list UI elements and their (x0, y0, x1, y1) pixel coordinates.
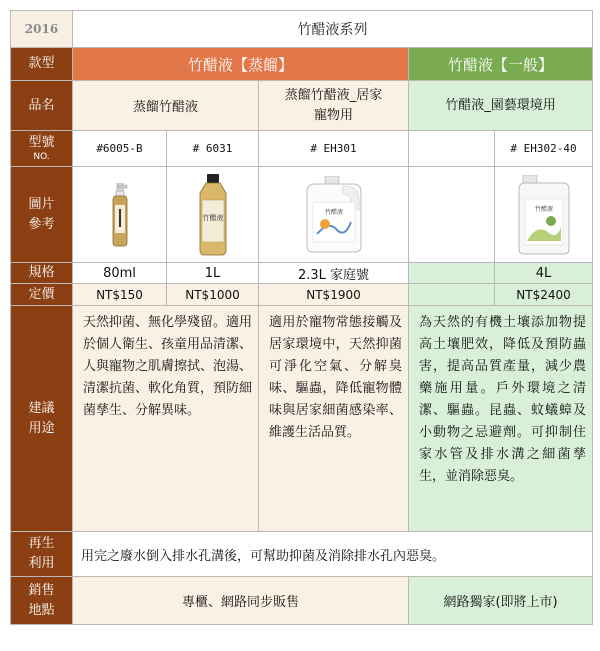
spec-4: 4L (495, 263, 593, 284)
spec-0: 80ml (73, 263, 167, 284)
model-2: # EH301 (259, 131, 409, 167)
name-garden-text: 竹醋液_園藝環境用 (445, 97, 556, 113)
year-cell: 2016 (11, 11, 73, 48)
price-3 (409, 284, 495, 306)
price-0: NT$150 (73, 284, 167, 306)
label-usage (11, 306, 73, 532)
spray-bottle-icon (110, 183, 130, 247)
name-pet (259, 81, 409, 131)
label-type: 款型 (11, 48, 73, 81)
bottle-label: 竹醋液 (202, 213, 223, 222)
product-image-3 (409, 167, 495, 263)
price-1: NT$1000 (167, 284, 259, 306)
label-price: 定價 (11, 284, 73, 306)
type-distilled: 竹醋液【蒸餾】 (73, 48, 409, 81)
spec-2: 2.3L 家庭號 (259, 263, 409, 284)
label-picture (11, 167, 73, 263)
label-name: 品名 (11, 81, 73, 131)
product-image-4 (495, 167, 593, 263)
price-4: NT$2400 (495, 284, 593, 306)
label-reuse (11, 532, 73, 577)
name-pet-text: 蒸餾竹醋液_居家寵物用 (284, 87, 383, 123)
label-spec: 規格 (11, 263, 73, 284)
label-model-text: 型號 (28, 134, 55, 150)
label-usage-text: 建議用途 (28, 400, 55, 436)
model-1: # 6031 (167, 131, 259, 167)
label-picture-text: 圖片參考 (28, 196, 55, 232)
product-image-1 (167, 167, 259, 263)
spec-3 (409, 263, 495, 284)
name-garden (409, 81, 593, 131)
label-reuse-text: 再生利用 (28, 536, 55, 571)
label-model (11, 131, 73, 167)
name-distilled: 蒸餾竹醋液 (73, 81, 259, 131)
spec-1: 1L (167, 263, 259, 284)
product-table-container (10, 10, 592, 647)
sales-distilled: 專櫃、網路同步販售 (73, 577, 409, 625)
usage-distilled: 天然抑菌、無化學殘留。適用於個人衛生、孩童用品清潔、人與寵物之肌膚擦拭、泡湯、清潔抗菌、軟化角質，預防細菌孳生、分解異味。 (73, 306, 259, 532)
usage-garden: 為天然的有機土壤添加物提高土壤肥效，降低及預防蟲害，提高品質產量，減少農藥施用量。戶外環境之清潔、驅蟲。昆蟲、蚊蟻蟑及小動物之忌避劑。可抑制住家水管及排水溝之細菌孳生，並消除惡臭。 (409, 306, 593, 532)
product-comparison-table (10, 10, 593, 625)
bottle-icon (192, 174, 234, 256)
price-2: NT$1900 (259, 284, 409, 306)
table-title: 竹醋液系列 (73, 11, 593, 48)
reuse-text: 用完之廢水倒入排水孔溝後，可幫助抑菌及消除排水孔內惡臭。 (73, 532, 593, 577)
model-3 (409, 131, 495, 167)
usage-pet: 適用於寵物常態接觸及居家環境中，天然抑菌可淨化空氣、分解臭味、驅蟲，降低寵物體味與居家細菌感染率、維護生活品質。 (259, 306, 409, 532)
jug-icon (299, 176, 369, 254)
jug-icon (515, 175, 573, 255)
product-image-0 (73, 167, 167, 263)
type-general: 竹醋液【一般】 (409, 48, 593, 81)
jug-label-garden: 竹醋液 (534, 205, 553, 213)
model-4: # EH302-40 (495, 131, 593, 167)
product-image-2 (259, 167, 409, 263)
label-sales-text: 銷售地點 (28, 582, 55, 618)
jug-label-pet: 竹醋液 (324, 208, 343, 216)
sales-general: 網路獨家(即將上市) (409, 577, 593, 625)
model-0: #6005-B (73, 131, 167, 167)
label-sales (11, 577, 73, 625)
label-model-sub: NO. (33, 151, 50, 162)
